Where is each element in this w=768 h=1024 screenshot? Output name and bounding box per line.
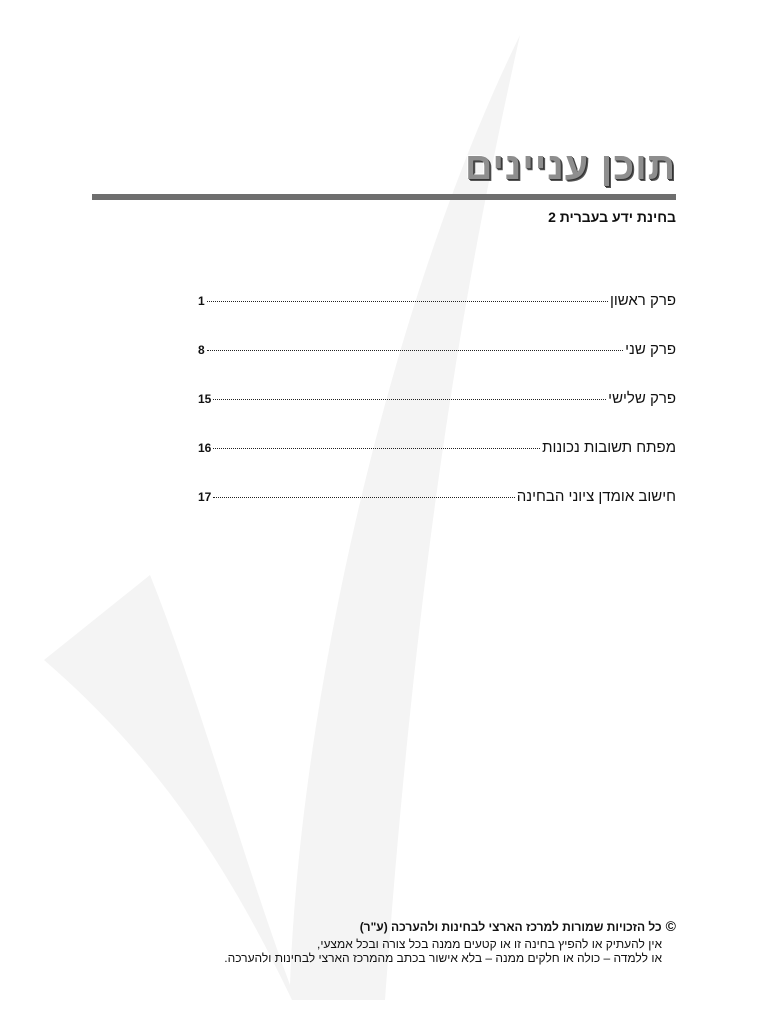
page-title: תוכן עניינים <box>464 146 676 188</box>
dot-leader <box>207 301 608 302</box>
toc-entry-label: פרק שלישי <box>608 390 676 407</box>
title-divider <box>92 194 676 200</box>
toc-entry[interactable] <box>198 292 676 341</box>
rights-text: כל הזכויות שמורות למרכז הארצי לבחינות ולהערכה (ע"ר) <box>359 920 662 934</box>
toc-entry-label: פרק ראשון <box>609 292 676 309</box>
copyright-icon: © <box>665 918 676 934</box>
copy-restriction-line: או ללמדה – כולה או חלקים ממנה – בלא אישור בכתב מהמרכז הארצי לבחינות ולהערכה. <box>224 951 662 965</box>
copy-restriction-line: אין להעתיק או להפיץ בחינה זו או קטעים ממנה בכל צורה ובכל אמצעי, <box>317 937 662 951</box>
copyright-notice <box>224 918 676 965</box>
toc-entry-page: 17 <box>198 490 212 504</box>
toc-entry-label: פרק שני <box>625 341 676 358</box>
toc-entry-page: 16 <box>198 441 212 455</box>
toc-entry[interactable] <box>198 341 676 390</box>
toc-entry-label: מפתח תשובות נכונות <box>542 439 676 456</box>
toc-entry[interactable] <box>198 488 676 537</box>
toc-entry-page: 1 <box>198 294 205 308</box>
dot-leader <box>213 448 540 449</box>
toc-entry[interactable] <box>198 439 676 488</box>
rights-line <box>224 918 676 934</box>
dot-leader <box>213 497 514 498</box>
toc-entry-label: חישוב אומדן ציוני הבחינה <box>516 488 676 505</box>
dot-leader <box>207 350 623 351</box>
exam-subtitle: בחינת ידע בעברית 2 <box>548 209 676 225</box>
table-of-contents <box>198 292 676 537</box>
toc-entry-page: 15 <box>198 392 212 406</box>
dot-leader <box>213 399 606 400</box>
toc-entry[interactable] <box>198 390 676 439</box>
toc-entry-page: 8 <box>198 343 205 357</box>
